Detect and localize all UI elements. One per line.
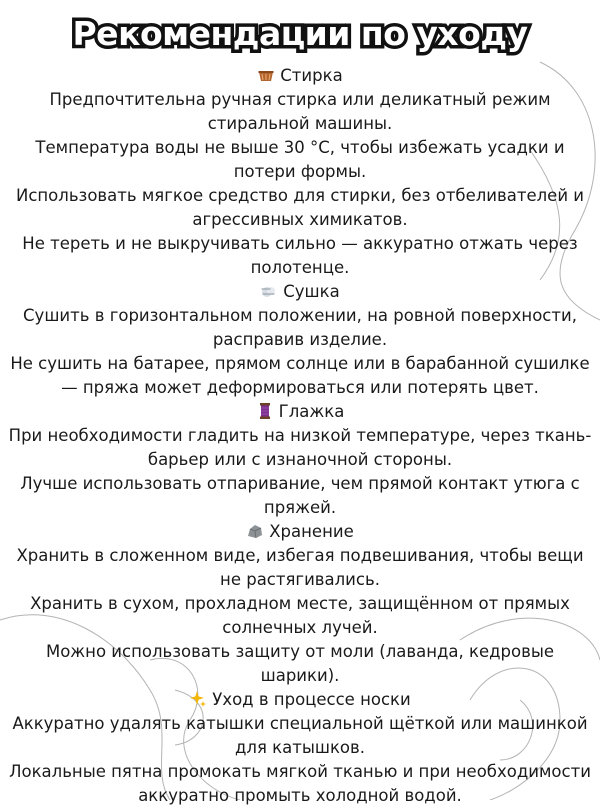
paragraph: Хранить в сложенном виде, избегая подвешивания, чтобы вещи не растягивались. — [16, 546, 584, 589]
paragraph: Не сушить на батарее, прямом солнце или в барабанной сушилке — пряжа может деформироваться или потерять цвет. — [10, 354, 590, 397]
section-washing — [0, 64, 600, 280]
section-ironing — [0, 400, 600, 520]
section-storage — [0, 520, 600, 688]
basket-icon — [257, 66, 275, 84]
paragraph: Использовать мягкое средство для стирки, без отбеливателей и агрессивных химикатов. — [15, 186, 585, 229]
paragraph: Сушить в горизонтальном положении, на ровной поверхности, расправив изделие. — [23, 306, 577, 349]
paragraph: Не тереть и не выкручивать сильно — аккуратно отжать через полотенце. — [22, 234, 578, 277]
paragraph: Температура воды не выше 30 °C, чтобы избежать усадки и потери формы. — [35, 138, 565, 181]
paragraph: Локальные пятна промокать мягкой тканью и при необходимости аккуратно промыть холодной водой. — [9, 762, 591, 805]
section-heading: Уход в процессе носки — [0, 688, 600, 712]
wind-icon — [260, 282, 278, 300]
rock-icon — [246, 522, 264, 540]
paragraph: Лучше использовать отпаривание, чем прямой контакт утюга с пряжей. — [20, 474, 580, 517]
paragraph: При необходимости гладить на низкой температуре, через ткань-барьер или с изнаночной стороны. — [8, 426, 592, 469]
page-title — [0, 8, 600, 60]
thread-spool-icon — [256, 402, 274, 420]
paragraph: Аккуратно удалять катышки специальной щёткой или машинкой для катышков. — [12, 714, 588, 757]
section-wear-care — [0, 688, 600, 808]
paragraph: Хранить в сухом, прохладном месте, защищённом от прямых солнечных лучей. — [30, 594, 570, 637]
paragraph: Предпочтительна ручная стирка или деликатный режим стиральной машины. — [49, 90, 551, 133]
svg-text:Рекомендации по уходу: Рекомендации по уходу — [72, 14, 528, 53]
section-heading: Глажка — [0, 400, 600, 424]
paragraph: Можно использовать защиту от моли (лаванда, кедровые шарики). — [45, 642, 555, 685]
section-heading: Стирка — [0, 64, 600, 88]
section-heading: Хранение — [0, 520, 600, 544]
section-heading: Сушка — [0, 280, 600, 304]
sparkles-icon — [189, 690, 207, 708]
care-instructions — [0, 64, 600, 808]
section-drying — [0, 280, 600, 400]
